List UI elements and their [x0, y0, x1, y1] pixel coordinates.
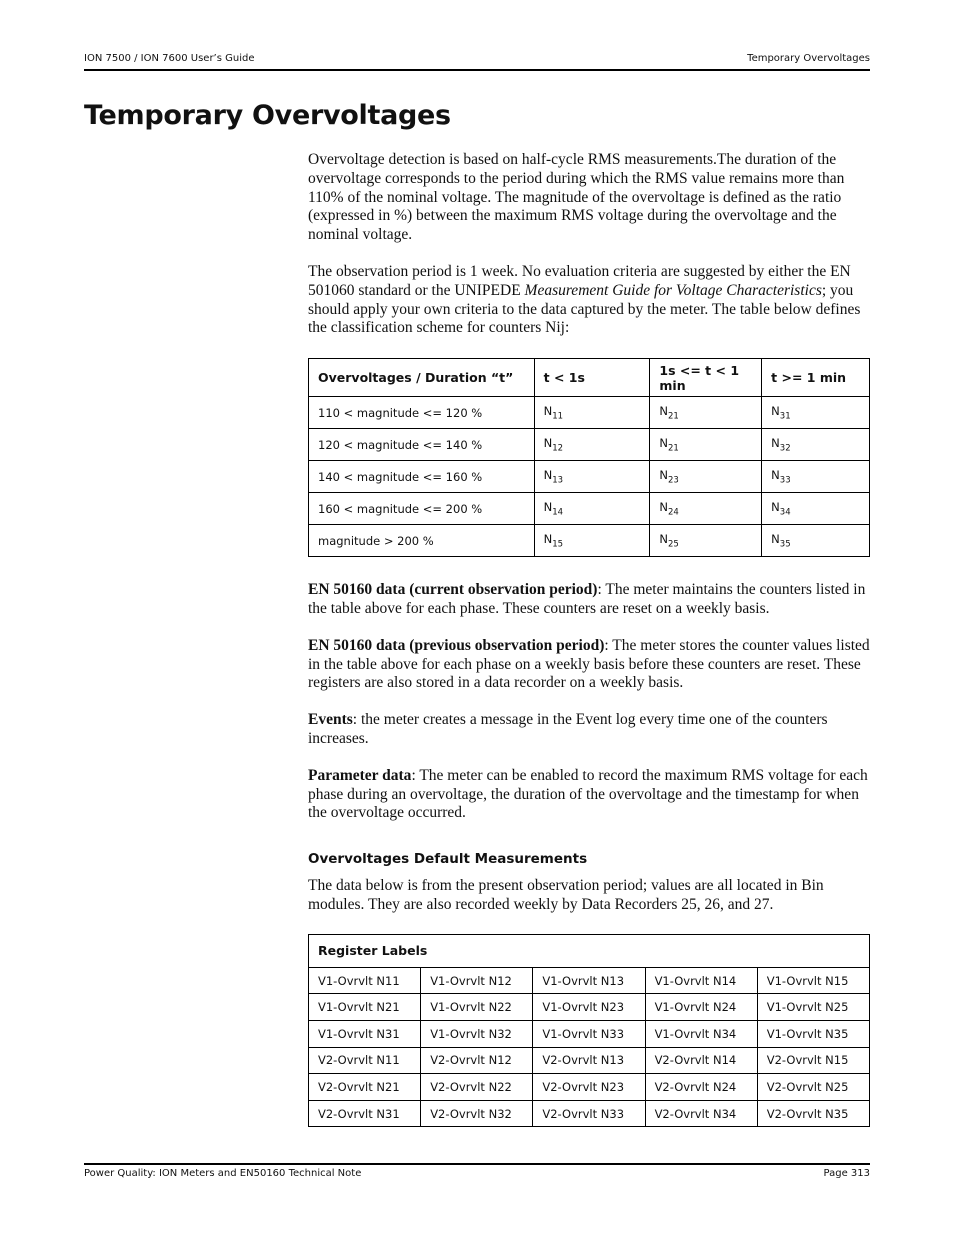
register-label-cell: V2-Ovrvlt N21	[309, 1074, 421, 1101]
counter-prefix: N	[771, 404, 780, 419]
magnitude-range-cell: magnitude > 200 %	[309, 525, 535, 557]
counter-cell	[650, 525, 762, 557]
counter-index: 14	[552, 507, 564, 518]
register-label-cell: V1-Ovrvlt N34	[645, 1020, 757, 1047]
counter-index: 24	[668, 507, 679, 518]
term-description: : The meter can be enabled to record the maximum RMS voltage for each phase during an overvoltage, the duration of the overvoltage and the timestamp for when the overvoltage occurred.	[308, 766, 868, 822]
table-row	[309, 967, 870, 994]
register-label-cell: V2-Ovrvlt N23	[533, 1074, 645, 1101]
register-label-cell: V2-Ovrvlt N32	[421, 1100, 533, 1127]
register-label-cell: V2-Ovrvlt N31	[309, 1100, 421, 1127]
term-label: EN 50160 data (previous observation period)	[308, 636, 605, 654]
counter-index: 12	[552, 443, 564, 454]
table-header-row	[309, 359, 870, 397]
description-paragraph	[308, 767, 870, 823]
counter-index: 31	[779, 411, 791, 422]
counter-prefix: N	[659, 468, 668, 483]
magnitude-range-cell: 160 < magnitude <= 200 %	[309, 493, 535, 525]
table-row	[309, 397, 870, 429]
counter-cell	[650, 493, 762, 525]
main-content	[308, 151, 870, 1127]
table-row	[309, 525, 870, 557]
magnitude-range-cell: 120 < magnitude <= 140 %	[309, 429, 535, 461]
counter-index: 15	[552, 539, 564, 550]
register-label-cell: V1-Ovrvlt N14	[645, 967, 757, 994]
register-label-cell: V1-Ovrvlt N35	[757, 1020, 869, 1047]
counter-cell	[534, 493, 650, 525]
column-header: Overvoltages / Duration “t”	[309, 359, 535, 397]
register-label-cell: V2-Ovrvlt N24	[645, 1074, 757, 1101]
counter-index: 33	[779, 475, 791, 486]
register-label-cell: V2-Ovrvlt N22	[421, 1074, 533, 1101]
table-row	[309, 1047, 870, 1074]
counter-cell	[762, 397, 870, 429]
register-label-cell: V1-Ovrvlt N21	[309, 994, 421, 1021]
intro-paragraph-2	[308, 263, 870, 338]
counter-prefix: N	[543, 500, 553, 515]
term-description: : The meter maintains the counters listed in the table above for each phase. These counters are reset on a weekly basis.	[308, 581, 866, 617]
register-labels-table	[308, 934, 870, 1128]
measurements-paragraph: The data below is from the present observation period; values are all located in Bin modules. They are also recorded weekly by Data Recorders 25, 26, and 27.	[308, 877, 824, 913]
counter-cell	[534, 397, 650, 429]
register-label-cell: V2-Ovrvlt N35	[757, 1100, 869, 1127]
table-row	[309, 1020, 870, 1047]
counter-prefix: N	[543, 436, 553, 451]
term-label: Parameter data	[308, 766, 412, 784]
register-label-cell: V2-Ovrvlt N34	[645, 1100, 757, 1127]
register-label-cell: V1-Ovrvlt N32	[421, 1020, 533, 1047]
counter-index: 11	[552, 411, 564, 422]
term-label: Events	[308, 711, 353, 729]
running-header-right: Temporary Overvoltages	[747, 53, 870, 64]
register-label-cell: V2-Ovrvlt N11	[309, 1047, 421, 1074]
term-label: EN 50160 data (current observation period)	[308, 581, 598, 599]
intro-paragraph-2-end: ; you should apply your own criteria to the data captured by the meter. The table below defines the classification scheme for counters Nij:	[308, 281, 861, 337]
counter-index: 34	[779, 507, 791, 518]
intro-paragraph-1: Overvoltage detection is based on half-cycle RMS measurements.The duration of the overvoltage corresponds to the period during which the RMS value remains more than 110% of the nominal voltage. The magnitude of the overvoltage is defined as the ratio (expressed in %) between the maximum RMS voltage during the overvoltage and the nominal voltage.	[308, 151, 845, 244]
counter-index: 21	[668, 411, 679, 422]
counter-cell	[650, 461, 762, 493]
running-header-left: ION 7500 / ION 7600 User’s Guide	[84, 53, 255, 64]
term-description: : the meter creates a message in the Event log every time one of the counters increases.	[308, 711, 828, 747]
counter-cell	[762, 461, 870, 493]
footer-rule	[84, 1163, 870, 1165]
register-label-cell: V1-Ovrvlt N25	[757, 994, 869, 1021]
counter-cell	[534, 461, 650, 493]
register-label-cell: V1-Ovrvlt N22	[421, 994, 533, 1021]
register-label-cell: V1-Ovrvlt N33	[533, 1020, 645, 1047]
counter-cell	[650, 429, 762, 461]
column-header: t >= 1 min	[762, 359, 870, 397]
column-header: 1s <= t < 1 min	[650, 359, 762, 397]
table-row	[309, 493, 870, 525]
counter-cell	[534, 525, 650, 557]
measurements-heading: Overvoltages Default Measurements	[308, 851, 588, 868]
column-header: Register Labels	[309, 934, 870, 967]
description-paragraph	[308, 637, 870, 693]
term-description: : The meter stores the counter values listed in the table above for each phase on a weekly basis before these counters are reset. These registers are also stored in a data recorder on a weekly basis.	[308, 636, 870, 692]
counter-prefix: N	[771, 532, 780, 547]
overvoltage-classification-table	[308, 358, 870, 557]
column-header: t < 1s	[534, 359, 650, 397]
register-label-cell: V2-Ovrvlt N13	[533, 1047, 645, 1074]
table-header-row	[309, 934, 870, 967]
register-label-cell: V1-Ovrvlt N23	[533, 994, 645, 1021]
register-label-cell: V1-Ovrvlt N24	[645, 994, 757, 1021]
counter-index: 35	[779, 539, 791, 550]
table-row	[309, 1074, 870, 1101]
register-label-cell: V2-Ovrvlt N25	[757, 1074, 869, 1101]
counter-cell	[762, 525, 870, 557]
running-footer-left: Power Quality: ION Meters and EN50160 Technical Note	[84, 1168, 362, 1179]
register-label-cell: V2-Ovrvlt N33	[533, 1100, 645, 1127]
counter-prefix: N	[543, 532, 553, 547]
counter-prefix: N	[659, 436, 668, 451]
table-row	[309, 429, 870, 461]
counter-cell	[762, 493, 870, 525]
register-label-cell: V1-Ovrvlt N12	[421, 967, 533, 994]
register-label-cell: V2-Ovrvlt N14	[645, 1047, 757, 1074]
counter-prefix: N	[543, 404, 553, 419]
register-label-cell: V1-Ovrvlt N13	[533, 967, 645, 994]
counter-index: 32	[779, 443, 791, 454]
table-row	[309, 994, 870, 1021]
magnitude-range-cell: 110 < magnitude <= 120 %	[309, 397, 535, 429]
header-rule	[84, 69, 870, 71]
magnitude-range-cell: 140 < magnitude <= 160 %	[309, 461, 535, 493]
counter-index: 21	[668, 443, 679, 454]
register-label-cell: V1-Ovrvlt N11	[309, 967, 421, 994]
table-row	[309, 461, 870, 493]
counter-index: 23	[668, 475, 679, 486]
counter-prefix: N	[771, 500, 780, 515]
counter-prefix: N	[659, 532, 668, 547]
register-label-cell: V1-Ovrvlt N15	[757, 967, 869, 994]
counter-prefix: N	[659, 500, 668, 515]
page-title: Temporary Overvoltages	[84, 100, 451, 131]
table-row	[309, 1100, 870, 1127]
register-label-cell: V2-Ovrvlt N12	[421, 1047, 533, 1074]
counter-prefix: N	[659, 404, 668, 419]
guide-title: Measurement Guide for Voltage Characteristics	[524, 281, 822, 299]
counter-cell	[534, 429, 650, 461]
counter-index: 13	[552, 475, 564, 486]
counter-prefix: N	[771, 468, 780, 483]
counter-cell	[762, 429, 870, 461]
register-label-cell: V2-Ovrvlt N15	[757, 1047, 869, 1074]
counter-prefix: N	[771, 436, 780, 451]
page-number: Page 313	[823, 1168, 870, 1179]
register-label-cell: V1-Ovrvlt N31	[309, 1020, 421, 1047]
counter-index: 25	[668, 539, 679, 550]
intro-paragraph-2-start: The observation period is 1 week. No evaluation criteria are suggested by either the EN 501060 standard or the UNIPEDE	[308, 262, 851, 299]
counter-cell	[650, 397, 762, 429]
description-paragraph	[308, 711, 870, 749]
description-paragraph	[308, 581, 870, 619]
counter-prefix: N	[543, 468, 553, 483]
